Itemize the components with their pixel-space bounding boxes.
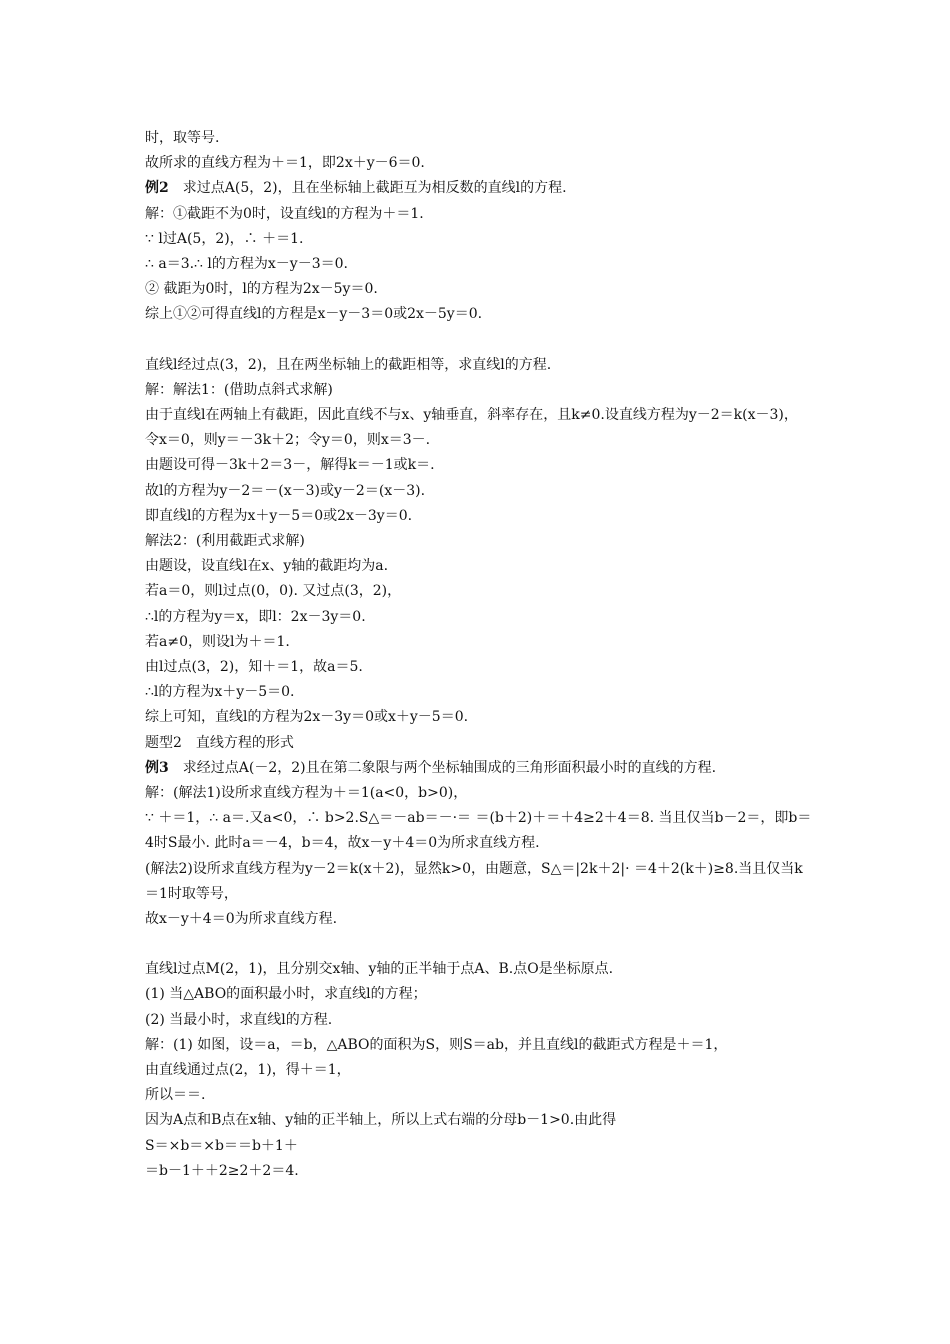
- text-line: 解：解法1：(借助点斜式求解): [145, 381, 333, 398]
- text-line: (2) 当最小时，求直线l的方程.: [145, 1011, 333, 1028]
- text-line: 解：(1) 如图，设＝a，＝b，△ABO的面积为S，则S＝ab，并且直线l的截距式方程是＋＝1，: [145, 1036, 728, 1053]
- example-label: 例3: [145, 759, 169, 776]
- text-line: 直线l经过点(3，2)，且在两坐标轴上的截距相等，求直线l的方程.: [145, 356, 552, 373]
- text-line: 所以＝＝.: [145, 1087, 206, 1104]
- text-line: 由直线通过点(2，1)，得＋＝1，: [145, 1062, 351, 1079]
- text-line: 由于直线l在两轴上有截距，因此直线不与x、y轴垂直，斜率存在，且k≠0.设直线方程为y－2＝k(x－3)，: [145, 407, 798, 424]
- text-line: 若a＝0，则l过点(0，0). 又过点(3，2)，: [145, 583, 402, 600]
- text-line: 由l过点(3，2)，知＋＝1，故a＝5.: [145, 658, 363, 675]
- text-line: ∵ l过A(5，2)，∴ ＋＝1.: [145, 230, 304, 247]
- text-line: 解：①截距不为0时，设直线l的方程为＋＝1.: [145, 205, 424, 222]
- text-line: 时，取等号.: [145, 130, 220, 146]
- example-label: 例2: [145, 180, 169, 197]
- text-line: 即直线l的方程为x＋y－5＝0或2x－3y＝0.: [145, 507, 413, 524]
- section-heading: 题型2 直线方程的形式: [145, 734, 294, 751]
- example-question: 求过点A(5，2)，且在坐标轴上截距互为相反数的直线l的方程.: [182, 180, 567, 197]
- text-line: 由题设，设直线l在x、y轴的截距均为a.: [145, 558, 389, 575]
- text-line: 由题设可得－3k＋2＝3－，解得k＝－1或k＝.: [145, 457, 435, 474]
- text-line: ② 截距为0时，l的方程为2x－5y＝0.: [145, 281, 378, 298]
- text-line: ∴l的方程为y＝x，即l：2x－3y＝0.: [145, 608, 366, 625]
- blank-line: [145, 328, 815, 353]
- document-page: [145, 126, 815, 1184]
- example-2-heading: [145, 176, 815, 201]
- text-line: 令x＝0，则y＝－3k＋2；令y＝0，则x＝3－.: [145, 432, 431, 449]
- text-line: ∴ a＝3.∴ l的方程为x－y－3＝0.: [145, 255, 348, 272]
- text-line: 故l的方程为y－2＝－(x－3)或y－2＝(x－3).: [145, 482, 426, 499]
- text-line: 直线l过点M(2，1)，且分别交x轴、y轴的正半轴于点A、B.点O是坐标原点.: [145, 961, 614, 978]
- text-line: 故x－y＋4＝0为所求直线方程.: [145, 910, 338, 927]
- text-line: 综上①②可得直线l的方程是x－y－3＝0或2x－5y＝0.: [145, 306, 483, 323]
- text-line: (1) 当△ABO的面积最小时，求直线l的方程；: [145, 986, 427, 1003]
- text-line: ∴l的方程为x＋y－5＝0.: [145, 684, 295, 701]
- text-line: 若a≠0，则设l为＋＝1.: [145, 633, 290, 650]
- text-line: 解法2：(利用截距式求解): [145, 533, 305, 550]
- text-line: ＝b－1＋＋2≥2＋2＝4.: [145, 1162, 299, 1179]
- example-question: 求经过点A(－2，2)且在第二象限与两个坐标轴围成的三角形面积最小时的直线的方程.: [182, 759, 717, 776]
- example-3-heading: [145, 756, 815, 781]
- text-line: 因为A点和B点在x轴、y轴的正半轴上，所以上式右端的分母b－1>0.由此得: [145, 1112, 617, 1129]
- text-line: 解：(解法1)设所求直线方程为＋＝1(a<0，b>0)，: [145, 784, 468, 801]
- text-line: (解法2)设所求直线方程为y－2＝k(x＋2)，显然k>0，由题意，S△＝|2k＋2|· ＝4＋2(k＋)≥8.当且仅当k＝1时取等号，: [145, 860, 803, 902]
- blank-line: [145, 932, 815, 957]
- text-line: 故所求的直线方程为＋＝1，即2x＋y－6＝0.: [145, 155, 425, 172]
- text-line: 综上可知，直线l的方程为2x－3y＝0或x＋y－5＝0.: [145, 709, 469, 726]
- text-line: S＝×b＝×b＝＝b＋1＋: [145, 1137, 298, 1154]
- text-line: ∵ ＋＝1，∴ a＝.又a<0，∴ b>2.S△＝－ab＝－·＝ ＝(b＋2)＋＝＋4≥2＋4＝8. 当且仅当b－2＝，即b＝4时S最小. 此时a＝－4，b＝4，故x－y＋4＝0为所求直线方程.: [145, 810, 812, 852]
